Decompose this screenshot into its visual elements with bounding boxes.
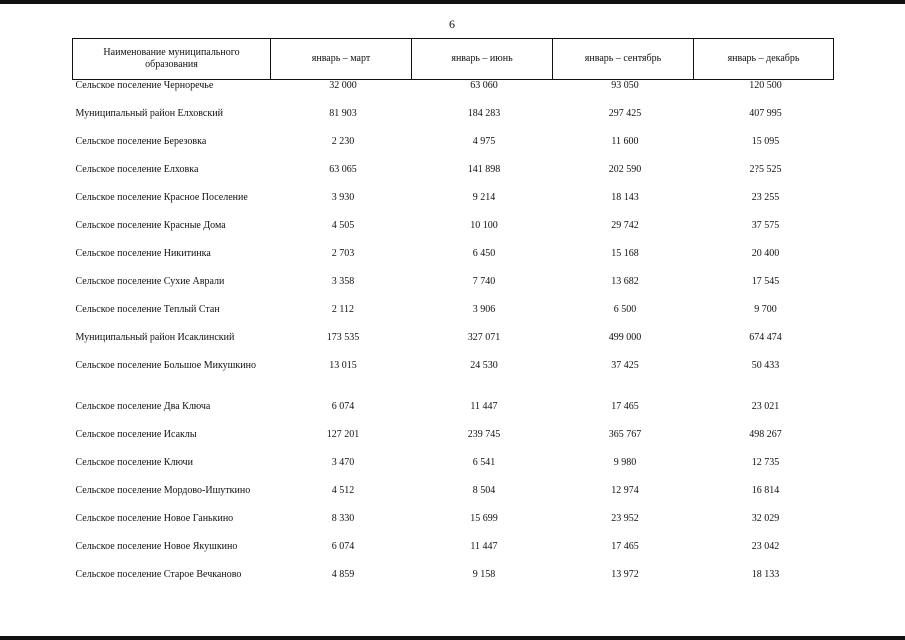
value-jan-mar: 3 930 xyxy=(331,192,355,203)
table-row xyxy=(73,401,834,429)
value-jan-jun: 184 283 xyxy=(467,108,501,119)
value-jan-sep: 13 972 xyxy=(611,569,639,580)
header-jan-dec: январь – декабрь xyxy=(694,39,834,80)
value-jan-dec: 498 267 xyxy=(749,429,782,440)
value-jan-dec: 120 500 xyxy=(749,80,782,91)
value-jan-dec: 674 474 xyxy=(749,332,782,343)
value-jan-sep: 37 425 xyxy=(611,360,639,371)
value-jan-jun: 6 541 xyxy=(472,457,496,468)
value-jan-dec: 407 995 xyxy=(749,108,782,119)
municipality-name: Сельское поселение Черноречье xyxy=(75,80,214,91)
table-row xyxy=(73,429,834,457)
top-border xyxy=(0,0,905,4)
value-jan-sep: 18 143 xyxy=(611,192,639,203)
municipality-name: Сельское поселение Елховка xyxy=(75,164,199,175)
value-jan-sep: 29 742 xyxy=(611,220,639,231)
table-row xyxy=(73,108,834,136)
value-jan-dec: 50 433 xyxy=(751,360,780,371)
table-row xyxy=(73,513,834,541)
value-jan-sep: 12 974 xyxy=(611,485,639,496)
table-row xyxy=(73,80,834,109)
value-jan-sep: 17 465 xyxy=(611,541,639,552)
municipality-name: Сельское поселение Теплый Стан xyxy=(75,304,220,315)
table-row xyxy=(73,304,834,332)
value-jan-jun: 7 740 xyxy=(472,276,496,287)
municipality-name: Сельское поселение Новое Ганькино xyxy=(75,513,234,524)
municipality-name: Сельское поселение Исаклы xyxy=(75,429,197,440)
table-row xyxy=(73,332,834,360)
municipality-name: Сельское поселение Красное Поселение xyxy=(75,192,248,203)
value-jan-sep: 499 000 xyxy=(608,332,642,343)
table-row xyxy=(73,164,834,192)
table-row xyxy=(73,220,834,248)
value-jan-jun: 9 158 xyxy=(472,569,496,580)
value-jan-sep: 93 050 xyxy=(611,80,639,91)
value-jan-sep: 13 682 xyxy=(611,276,639,287)
municipality-name: Сельское поселение Старое Вечканово xyxy=(75,569,242,580)
bottom-border xyxy=(0,636,905,640)
value-jan-jun: 11 447 xyxy=(470,401,498,412)
value-jan-mar: 4 505 xyxy=(331,220,355,231)
value-jan-mar: 8 330 xyxy=(331,513,355,524)
municipality-name: Муниципальный район Елховский xyxy=(75,108,223,119)
municipality-name: Сельское поселение Мордово-Ишуткино xyxy=(75,485,251,496)
value-jan-jun: 4 975 xyxy=(472,136,496,147)
value-jan-jun: 141 898 xyxy=(467,164,501,175)
value-jan-sep: 297 425 xyxy=(608,108,642,119)
value-jan-jun: 10 100 xyxy=(470,220,498,231)
table-row xyxy=(73,569,834,597)
value-jan-sep: 15 168 xyxy=(611,248,639,259)
value-jan-jun: 6 450 xyxy=(472,248,496,259)
value-jan-mar: 2 703 xyxy=(331,248,355,259)
value-jan-jun: 9 214 xyxy=(472,192,496,203)
page-number: 6 xyxy=(449,17,455,31)
value-jan-dec: 2?5 525 xyxy=(749,164,782,175)
header-jan-mar: январь – март xyxy=(271,39,412,80)
value-jan-jun: 327 071 xyxy=(467,332,501,343)
table-row xyxy=(73,248,834,276)
value-jan-dec: 12 735 xyxy=(751,457,780,468)
municipality-name: Сельское поселение Никитинка xyxy=(75,248,211,259)
municipality-name: Сельское поселение Красные Дома xyxy=(75,220,226,231)
table-row xyxy=(73,457,834,485)
municipality-name: Сельское поселение Ключи xyxy=(75,457,193,468)
value-jan-dec: 20 400 xyxy=(751,248,780,259)
municipality-name: Сельское поселение Большое Микушкино xyxy=(75,360,256,371)
value-jan-dec: 37 575 xyxy=(751,220,780,231)
data-table xyxy=(72,38,834,597)
value-jan-dec: 23 042 xyxy=(751,541,780,552)
value-jan-jun: 24 530 xyxy=(470,360,498,371)
municipality-name: Сельское поселение Новое Якушкино xyxy=(75,541,238,552)
value-jan-dec: 9 700 xyxy=(754,304,777,315)
value-jan-jun: 11 447 xyxy=(470,541,498,552)
table-row xyxy=(73,485,834,513)
value-jan-jun: 63 060 xyxy=(470,80,498,91)
table-row xyxy=(73,276,834,304)
value-jan-jun: 8 504 xyxy=(472,485,496,496)
value-jan-mar: 4 859 xyxy=(331,569,355,580)
value-jan-mar: 2 230 xyxy=(331,136,355,147)
value-jan-sep: 6 500 xyxy=(613,304,637,315)
municipality-name: Сельское поселение Березовка xyxy=(75,136,207,147)
value-jan-dec: 16 814 xyxy=(751,485,780,496)
value-jan-dec: 18 133 xyxy=(751,569,780,580)
value-jan-sep: 9 980 xyxy=(613,457,637,468)
municipality-name: Муниципальный район Исаклинский xyxy=(75,332,235,343)
header-municipality: Наименование муниципального образования xyxy=(73,39,271,80)
value-jan-jun: 3 906 xyxy=(472,304,496,315)
table-row xyxy=(73,136,834,164)
value-jan-sep: 23 952 xyxy=(611,513,639,524)
value-jan-mar: 81 903 xyxy=(329,108,357,119)
municipality-name: Сельское поселение Два Ключа xyxy=(75,401,211,412)
table-row xyxy=(73,360,834,401)
value-jan-dec: 23 021 xyxy=(751,401,780,412)
value-jan-sep: 11 600 xyxy=(611,136,639,147)
table-row xyxy=(73,192,834,220)
value-jan-mar: 13 015 xyxy=(329,360,357,371)
value-jan-mar: 6 074 xyxy=(331,401,355,412)
municipality-name: Сельское поселение Сухие Аврали xyxy=(75,276,225,287)
value-jan-jun: 239 745 xyxy=(467,429,501,440)
value-jan-sep: 202 590 xyxy=(608,164,642,175)
value-jan-sep: 365 767 xyxy=(608,429,642,440)
value-jan-dec: 32 029 xyxy=(751,513,780,524)
value-jan-jun: 15 699 xyxy=(470,513,498,524)
value-jan-sep: 17 465 xyxy=(611,401,639,412)
table-header-row xyxy=(73,39,834,80)
value-jan-mar: 2 112 xyxy=(331,304,355,315)
value-jan-mar: 3 358 xyxy=(331,276,355,287)
header-jan-sep: январь – сентябрь xyxy=(553,39,694,80)
value-jan-mar: 3 470 xyxy=(331,457,355,468)
value-jan-dec: 15 095 xyxy=(751,136,780,147)
value-jan-mar: 173 535 xyxy=(326,332,360,343)
value-jan-mar: 63 065 xyxy=(329,164,357,175)
value-jan-mar: 6 074 xyxy=(331,541,355,552)
table-row xyxy=(73,541,834,569)
value-jan-mar: 4 512 xyxy=(331,485,355,496)
header-jan-jun: январь – июнь xyxy=(412,39,553,80)
value-jan-dec: 17 545 xyxy=(751,276,780,287)
value-jan-mar: 32 000 xyxy=(329,80,357,91)
value-jan-dec: 23 255 xyxy=(751,192,780,203)
value-jan-mar: 127 201 xyxy=(326,429,360,440)
